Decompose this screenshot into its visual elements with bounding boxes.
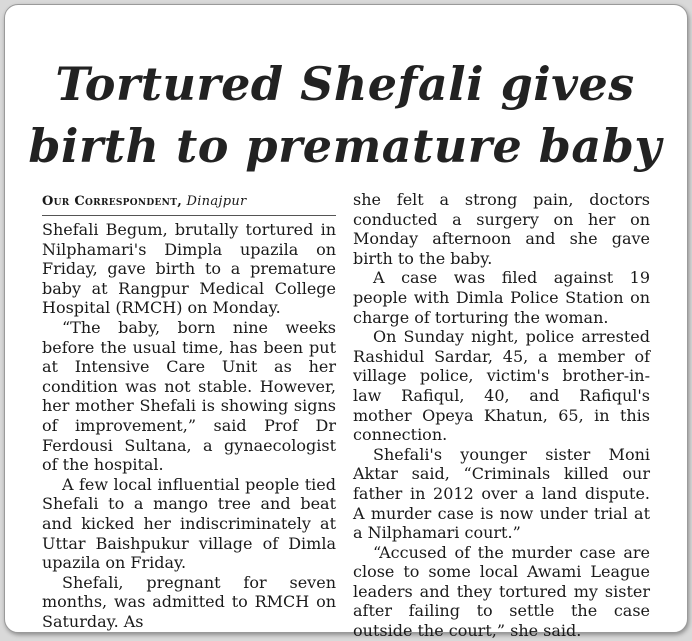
headline-line-1: Tortured Shefali gives: [55, 57, 635, 111]
paragraph: “The baby, born nine weeks before the usual time, has been put at Intensive Care Unit as her condition was not stable. However, her mother Shefali is showing signs of improvement,” said Prof Dr Ferdousi Sultana, a gynaecologist of the hospital.: [42, 317, 336, 475]
paragraph: “Accused of the murder case are close to some local Awami League leaders and they tortured my sister after failing to settle the case outside the court,” she said.: [353, 542, 650, 641]
paragraph: A case was filed against 19 people with Dimla Police Station on charge of torturing the woman.: [353, 268, 650, 327]
byline-name: Our Correspondent,: [42, 194, 183, 209]
byline: [42, 192, 336, 216]
headline-line-2: birth to premature baby: [28, 119, 662, 173]
article-column-2: [353, 190, 650, 641]
paragraph: Shefali, pregnant for seven months, was admitted to RMCH on Saturday. As: [42, 572, 336, 631]
byline-place: Dinajpur: [186, 194, 247, 209]
paragraph: Shefali's younger sister Moni Aktar said, “Criminals killed our father in 2012 over a land dispute. A murder case is now under trial at a Nilphamari court.”: [353, 444, 650, 543]
paragraph: A few local influential people tied Shefali to a mango tree and beat and kicked her indiscriminately at Uttar Baishpukur village of Dimla upazila on Friday.: [42, 474, 336, 573]
article-headline: [15, 53, 675, 177]
paragraph: Shefali Begum, brutally tortured in Nilphamari's Dimpla upazila on Friday, gave birth to a premature baby at Rangpur Medical College Hospital (RMCH) on Monday.: [42, 220, 336, 318]
article-column-1: [42, 192, 336, 631]
paragraph: On Sunday night, police arrested Rashidul Sardar, 45, a member of village police, victim's brother-in-law Rafiqul, 40, and Rafiqul's mother Opeya Khatun, 65, in this connection.: [353, 327, 650, 445]
paragraph: she felt a strong pain, doctors conducted a surgery on her on Monday afternoon and she gave birth to the baby.: [353, 190, 650, 268]
